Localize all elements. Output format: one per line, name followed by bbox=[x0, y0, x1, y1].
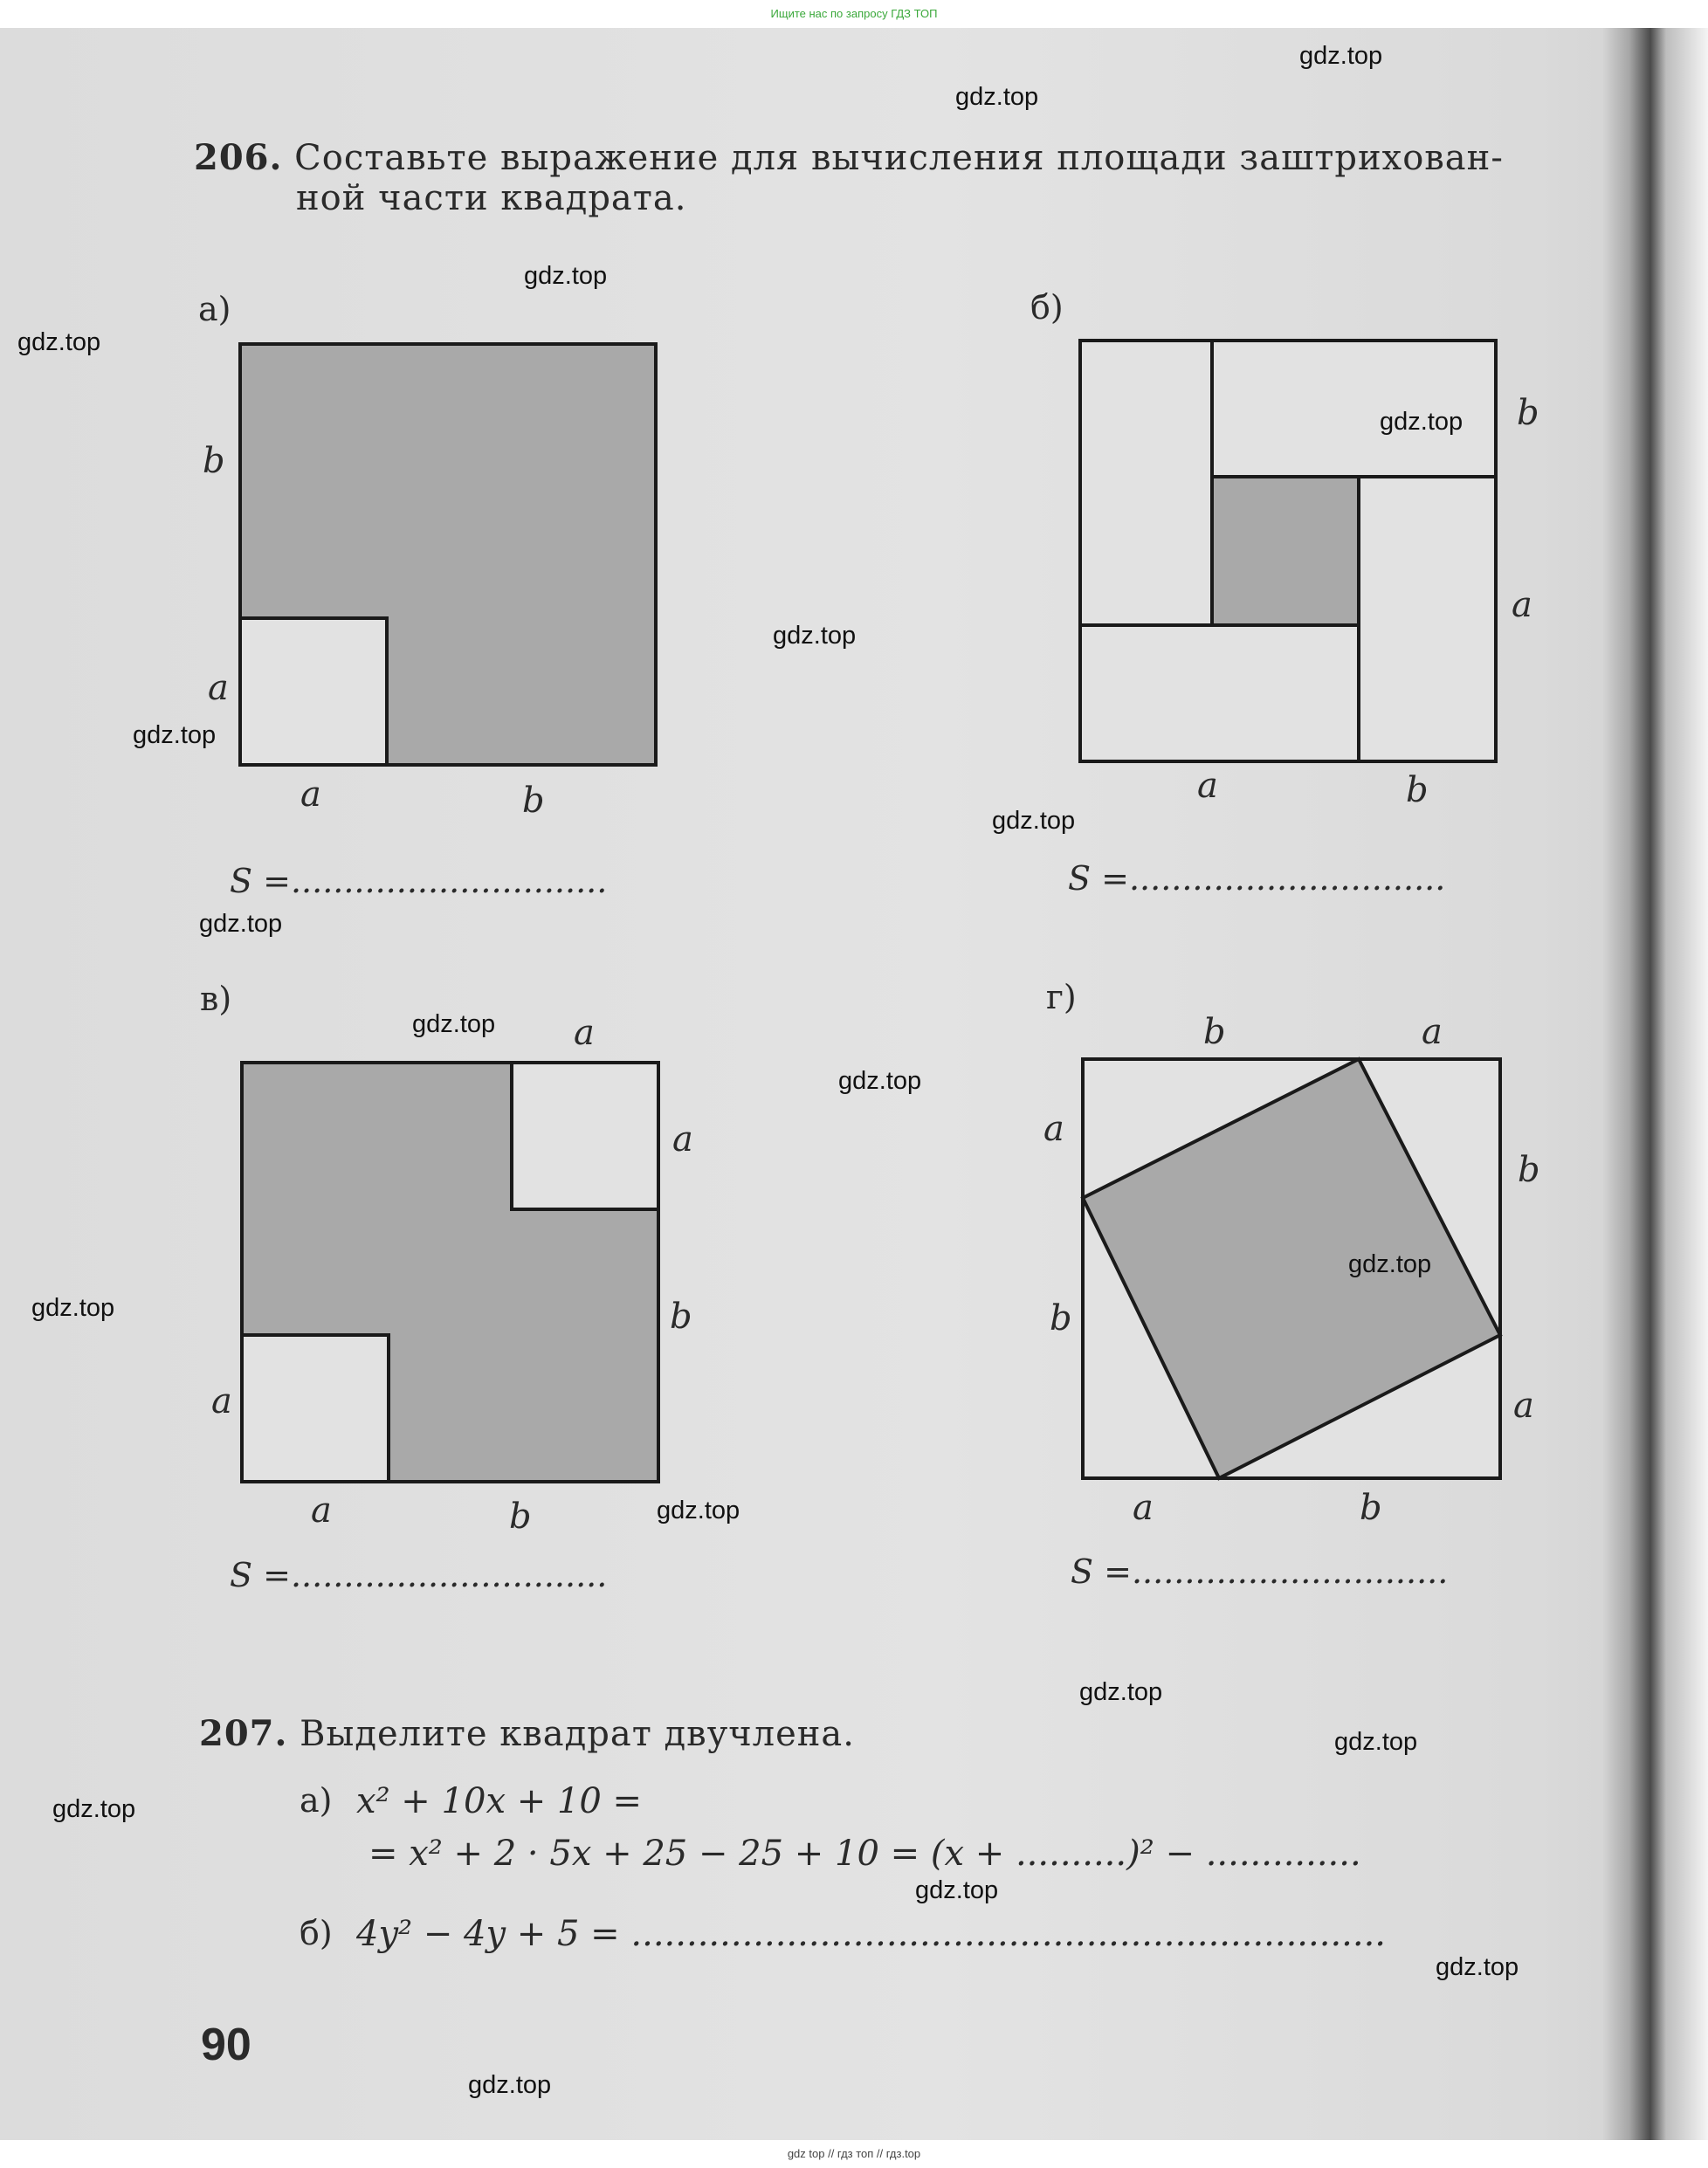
figure-b-label-a-right: a bbox=[1512, 585, 1532, 625]
task-207-heading bbox=[199, 1713, 855, 1754]
watermark: gdz.top bbox=[955, 83, 1039, 111]
figure-g-label-a-right: a bbox=[1513, 1386, 1534, 1426]
figure-a-label-b-left: b bbox=[203, 441, 225, 481]
watermark: gdz.top bbox=[915, 1876, 999, 1904]
figure-v-label-b-bottom: b bbox=[509, 1497, 532, 1537]
figure-b-label-b-bottom: b bbox=[1406, 770, 1429, 810]
figure-g bbox=[1083, 1059, 1500, 1478]
figure-b bbox=[1080, 341, 1496, 761]
bottom-banner[interactable]: gdz top // гдз топ // гдз.top bbox=[0, 2140, 1708, 2168]
watermark: gdz.top bbox=[1334, 1728, 1418, 1756]
task-207-b-line[interactable]: 4y² − 4y + 5 = .................................................................... bbox=[356, 1914, 1387, 1954]
figure-g-label-b-left: b bbox=[1050, 1298, 1072, 1339]
answer-field-v[interactable]: S =.............................. bbox=[230, 1556, 608, 1594]
watermark: gdz.top bbox=[1079, 1678, 1163, 1706]
task-206-text-line1: Составьте выражение для вычисления площади заштрихован- bbox=[294, 138, 1504, 178]
task-206-text-line2: ной части квадрата. bbox=[296, 178, 687, 218]
answer-field-b[interactable]: S =.............................. bbox=[1068, 859, 1446, 898]
figure-b-shaded-square bbox=[1212, 477, 1359, 625]
page-number: 90 bbox=[201, 2020, 251, 2070]
figure-a-white-square bbox=[240, 618, 387, 765]
answer-field-a[interactable]: S =.............................. bbox=[230, 862, 608, 900]
watermark: gdz.top bbox=[838, 1067, 922, 1095]
figure-v-top-right-square bbox=[512, 1063, 658, 1209]
figure-b-label-b-right: b bbox=[1517, 393, 1539, 433]
task-207-a-line1: x² + 10x + 10 = bbox=[356, 1781, 643, 1821]
watermark: gdz.top bbox=[1299, 42, 1383, 70]
figure-label-b: б) bbox=[1030, 288, 1064, 327]
figure-v bbox=[242, 1063, 658, 1482]
task-206-number: 206. bbox=[194, 137, 283, 178]
watermark: gdz.top bbox=[1436, 1953, 1519, 1981]
watermark: gdz.top bbox=[31, 1294, 115, 1322]
figure-a-label-a-bottom: a bbox=[300, 774, 321, 815]
watermark: gdz.top bbox=[52, 1795, 136, 1823]
figure-v-label-a-top: a bbox=[574, 1013, 595, 1053]
answer-field-g[interactable]: S =.............................. bbox=[1071, 1552, 1449, 1591]
watermark: gdz.top bbox=[1380, 408, 1464, 436]
figure-a bbox=[240, 344, 656, 765]
figure-g-label-b-bottom: b bbox=[1360, 1488, 1382, 1528]
figure-g-label-a-bottom: a bbox=[1133, 1488, 1154, 1528]
figure-g-label-b-right: b bbox=[1518, 1150, 1540, 1190]
watermark: gdz.top bbox=[1348, 1250, 1432, 1278]
task-207-number: 207. bbox=[199, 1713, 288, 1754]
figure-g-label-a-left: a bbox=[1043, 1109, 1064, 1149]
watermark: gdz.top bbox=[468, 2071, 552, 2099]
task-207-title: Выделите квадрат двучлена. bbox=[300, 1714, 855, 1754]
watermark: gdz.top bbox=[657, 1497, 740, 1524]
figure-v-label-b-right: b bbox=[670, 1297, 692, 1337]
task-207-b-label: б) bbox=[300, 1914, 333, 1952]
watermark: gdz.top bbox=[992, 807, 1076, 835]
figure-a-label-a-left: a bbox=[208, 668, 229, 708]
top-banner[interactable]: Ищите нас по запросу ГДЗ ТОП bbox=[0, 0, 1708, 28]
task-207-a-label: а) bbox=[300, 1781, 333, 1820]
figure-g-label-b-top: b bbox=[1203, 1012, 1226, 1052]
textbook-page bbox=[0, 28, 1708, 2140]
figure-g-label-a-top: a bbox=[1422, 1012, 1443, 1052]
task-207-a-line2[interactable]: = x² + 2 · 5x + 25 − 25 + 10 = (x + ..........)² − .............. bbox=[368, 1834, 1361, 1874]
figure-v-label-a-bottom: a bbox=[311, 1490, 332, 1531]
watermark: gdz.top bbox=[773, 622, 857, 650]
figure-v-label-a-right: a bbox=[672, 1119, 693, 1160]
figure-b-label-a-bottom: a bbox=[1197, 766, 1218, 806]
watermark: gdz.top bbox=[412, 1010, 496, 1038]
watermark: gdz.top bbox=[524, 262, 608, 290]
figure-label-g: г) bbox=[1046, 978, 1077, 1016]
figure-v-bottom-left-square bbox=[242, 1335, 389, 1482]
figure-a-label-b-bottom: b bbox=[522, 781, 545, 821]
watermark: gdz.top bbox=[133, 721, 217, 749]
figure-label-v: в) bbox=[200, 980, 232, 1018]
figure-label-a: а) bbox=[198, 290, 231, 328]
watermark: gdz.top bbox=[199, 910, 283, 938]
figure-v-label-a-left: a bbox=[211, 1381, 232, 1421]
watermark: gdz.top bbox=[17, 328, 101, 356]
